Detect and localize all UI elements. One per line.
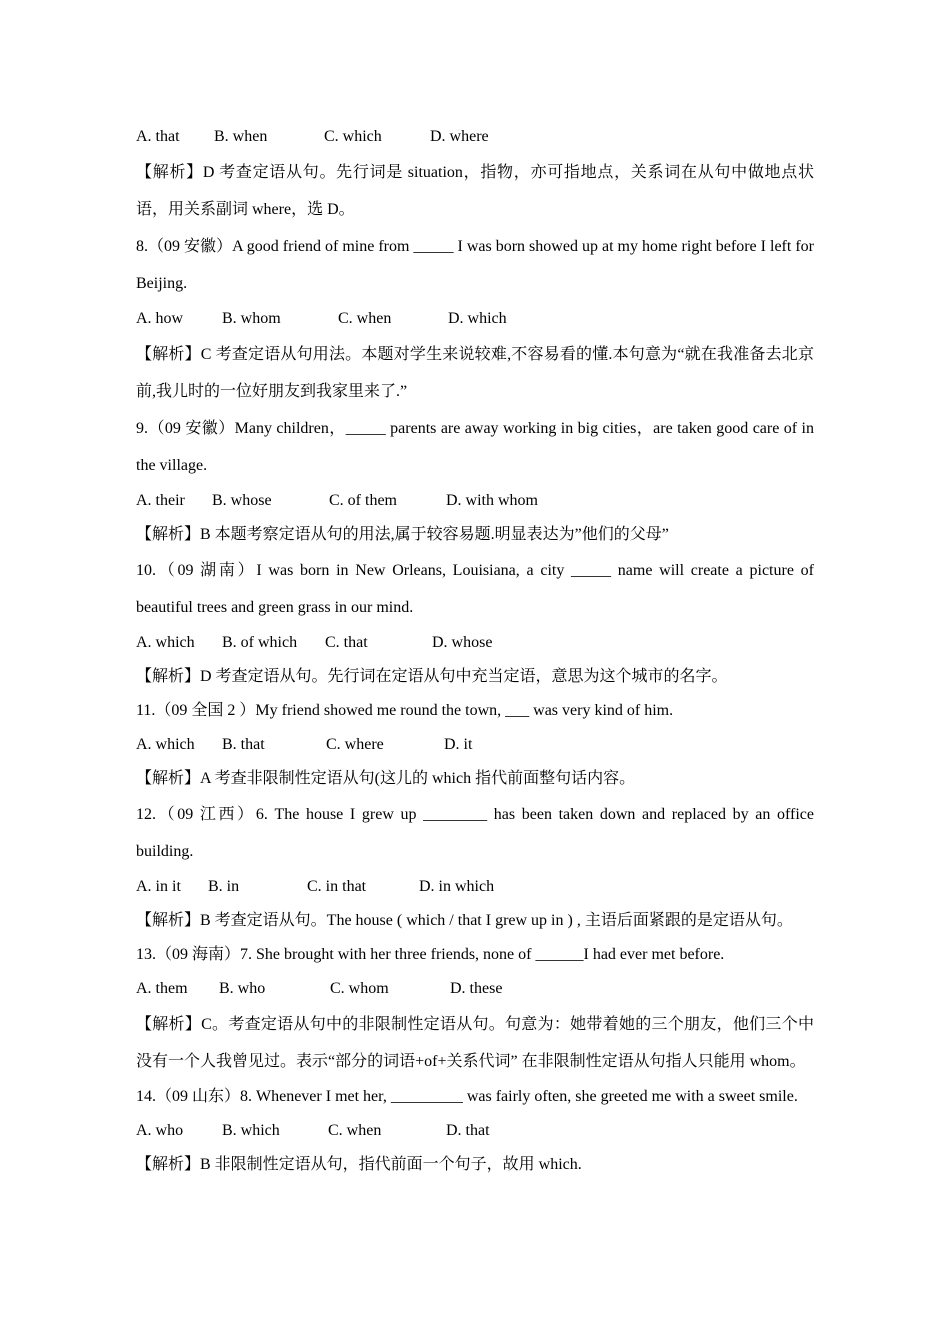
option-b: B. whose — [212, 492, 272, 509]
option-d: D. whose — [432, 634, 493, 651]
option-c: C. of them — [329, 492, 397, 509]
option-a: A. who — [136, 1122, 184, 1139]
option-c: C. when — [338, 310, 392, 327]
explanation-text: 【解析】C 考查定语从句用法。本题对学生来说较难,不容易看的懂.本句意为“就在我准备去北京前,我儿时的一位好朋友到我家里来了.” — [136, 346, 814, 400]
option-c: C. which — [324, 128, 382, 145]
explanation-text: 【解析】C。考查定语从句中的非限制性定语从句。句意为：她带着她的三个朋友，他们三个中没有一个人我曾见过。表示“部分的词语+of+关系代词” 在非限制性定语从句指人只能用 whom。 — [136, 1016, 814, 1070]
explanation-text: 【解析】B 非限制性定语从句，指代前面一个句子，故用 which. — [136, 1156, 582, 1173]
question-text: 10.（09 湖南）I was born in New Orleans, Louisiana, a city _____ name will create a picture of beautiful trees and green grass in our mind. — [136, 562, 814, 616]
explanation-text: 【解析】B 考查定语从句。The house ( which / that I grew up in ) , 主语后面紧跟的是定语从句。 — [136, 912, 793, 929]
option-d: D. with whom — [446, 492, 538, 509]
option-a: A. that — [136, 128, 180, 145]
option-b: B. in — [208, 878, 240, 895]
explanation-text: 【解析】D 考查定语从句。先行词是 situation，指物，亦可指地点，关系词在从句中做地点状语，用关系副词 where，选 D。 — [136, 164, 814, 218]
explanation-text: 【解析】D 考查定语从句。先行词在定语从句中充当定语，意思为这个城市的名字。 — [136, 668, 728, 685]
option-b: B. whom — [222, 310, 281, 327]
question-text: 11.（09 全国 2 ）My friend showed me round the town, ___ was very kind of him. — [136, 702, 674, 719]
option-d: D. it — [444, 736, 473, 753]
option-a: A. which — [136, 634, 195, 651]
option-d: D. in which — [419, 878, 495, 895]
answer-options — [136, 120, 814, 154]
question-text: 12.（09 江西）6. The house I grew up ________ has been taken down and replaced by an office building. — [136, 806, 814, 860]
option-b: B. that — [222, 736, 265, 753]
option-d: D. where — [430, 128, 489, 145]
option-b: B. when — [214, 128, 268, 145]
explanation-text: 【解析】A 考查非限制性定语从句(这儿的 which 指代前面整句话内容。 — [136, 770, 636, 787]
option-b: B. which — [222, 1122, 280, 1139]
option-a: A. how — [136, 310, 184, 327]
option-b: B. of which — [222, 634, 298, 651]
question-text: 14.（09 山东）8. Whenever I met her, _________ was fairly often, she greeted me with a sweet smile. — [136, 1088, 798, 1105]
exercise-list — [136, 120, 814, 1182]
option-c: C. that — [325, 634, 368, 651]
question-text: 13.（09 海南）7. She brought with her three friends, none of ______I had ever met before. — [136, 946, 725, 963]
answer-options — [136, 1114, 814, 1148]
option-d: D. that — [446, 1122, 490, 1139]
option-a: A. them — [136, 980, 188, 997]
question-text: 8.（09 安徽）A good friend of mine from _____ I was born showed up at my home right before I left for Beijing. — [136, 238, 814, 292]
option-d: D. which — [448, 310, 507, 327]
option-a: A. which — [136, 736, 195, 753]
option-b: B. who — [219, 980, 266, 997]
answer-options — [136, 626, 814, 660]
option-c: C. where — [326, 736, 384, 753]
option-a: A. their — [136, 492, 185, 509]
question-text: 9.（09 安徽）Many children，_____ parents are away working in big cities，are taken good care of in the village. — [136, 420, 814, 474]
option-c: C. in that — [307, 878, 367, 895]
answer-options — [136, 484, 814, 518]
answer-options — [136, 870, 814, 904]
answer-options — [136, 302, 814, 336]
option-c: C. whom — [330, 980, 389, 997]
answer-options — [136, 972, 814, 1006]
explanation-text: 【解析】B 本题考察定语从句的用法,属于较容易题.明显表达为”他们的父母” — [136, 526, 669, 543]
option-d: D. these — [450, 980, 503, 997]
answer-options — [136, 728, 814, 762]
option-c: C. when — [328, 1122, 382, 1139]
option-a: A. in it — [136, 878, 181, 895]
